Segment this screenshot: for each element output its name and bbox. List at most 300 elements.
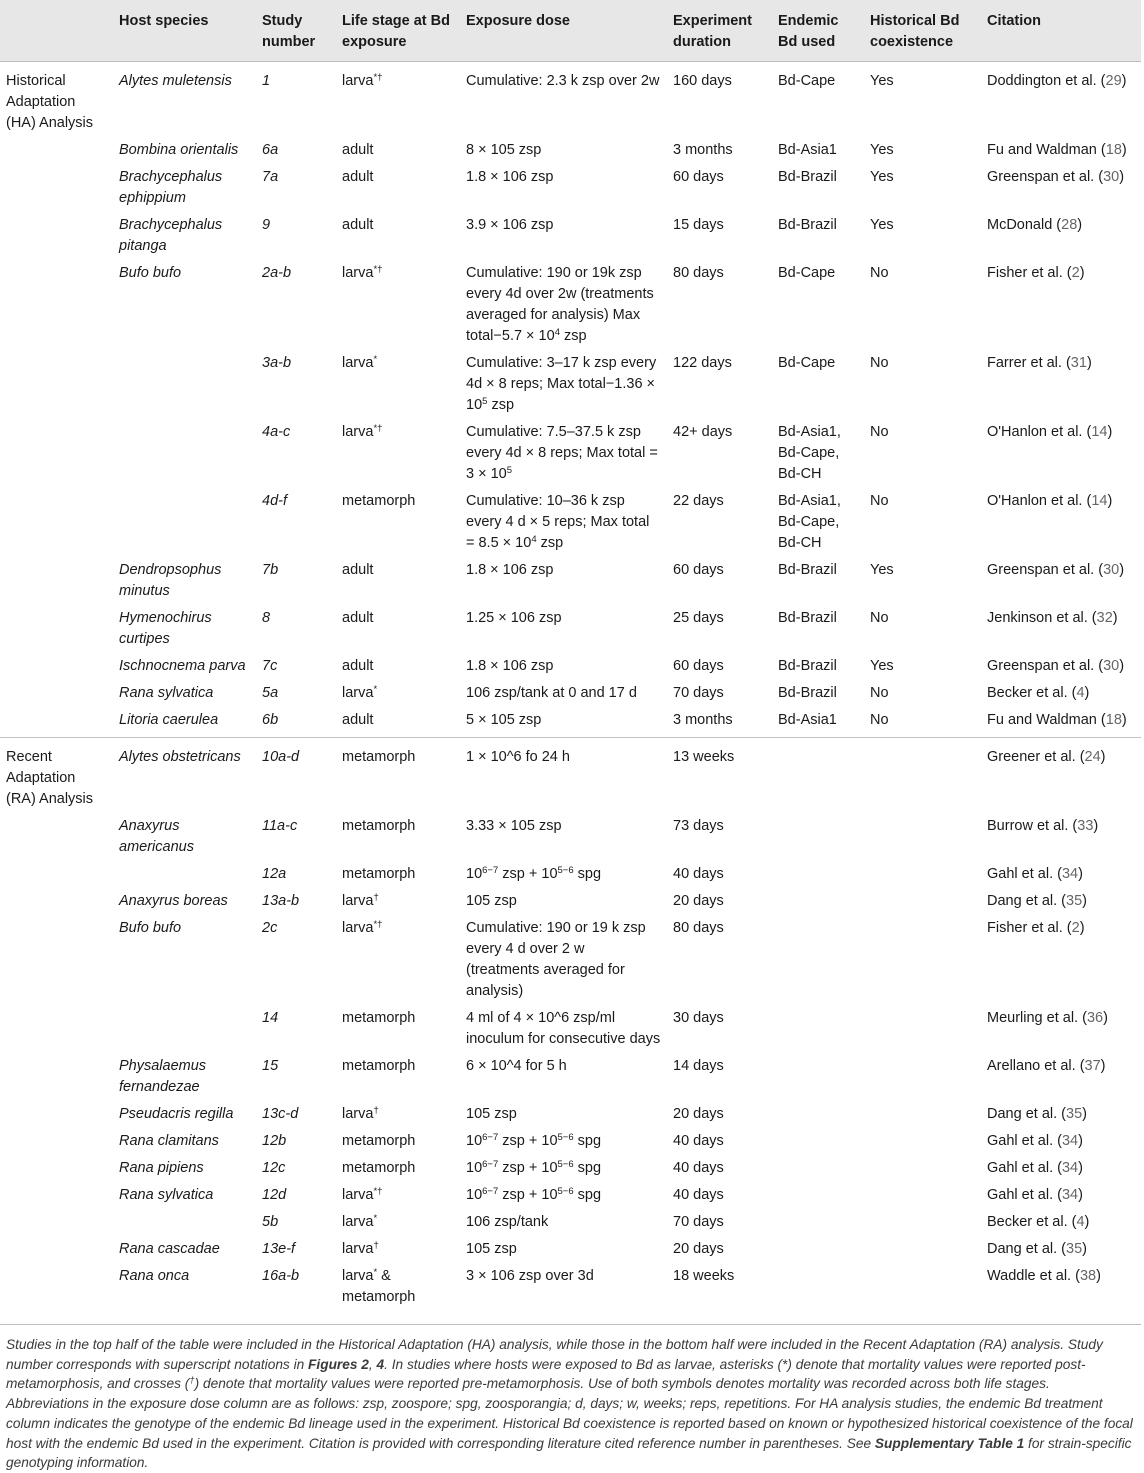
- species-cell: [113, 349, 256, 418]
- duration-cell: 20 days: [673, 1106, 724, 1122]
- citation-paren: (: [1071, 1268, 1080, 1284]
- dose-exponent: 6−7: [482, 1132, 499, 1143]
- citation-ref-link[interactable]: 35: [1066, 1241, 1083, 1257]
- coexistence-cell: Yes: [870, 217, 894, 233]
- species-cell: Bufo bufo: [119, 265, 182, 281]
- table-row: [0, 211, 1141, 259]
- table-row: [0, 163, 1141, 211]
- section-label-cell: [0, 1127, 113, 1154]
- exposure-dose-cell: 1.8 × 106 zsp: [466, 658, 554, 674]
- citation-authors: Gahl et al.: [987, 1187, 1054, 1203]
- citation-ref-link[interactable]: 29: [1105, 73, 1122, 89]
- citation-cell: [981, 887, 1141, 914]
- life-stage-cell: larva*†: [342, 919, 383, 936]
- citation-ref-link[interactable]: 2: [1071, 265, 1080, 281]
- endemic-bd-cell: Bd-Cape: [778, 265, 836, 281]
- duration-cell: 15 days: [673, 217, 724, 233]
- citation-ref-link[interactable]: 28: [1061, 217, 1078, 233]
- citation-cell: [981, 706, 1141, 738]
- duration-cell: 40 days: [673, 1133, 724, 1149]
- species-cell: Pseudacris regilla: [119, 1106, 234, 1122]
- citation-paren: ): [1078, 866, 1083, 882]
- citation-paren: ): [1100, 1058, 1106, 1074]
- exposure-dose-cell: 105 zsp: [466, 893, 517, 909]
- exposure-dose-cell: 105 zsp: [466, 1241, 517, 1257]
- citation-ref-link[interactable]: 35: [1066, 893, 1083, 909]
- coexistence-cell: [864, 1208, 981, 1235]
- duration-cell: 40 days: [673, 866, 724, 882]
- endemic-bd-cell: [772, 812, 864, 860]
- coexistence-cell: [864, 887, 981, 914]
- dose-exponent: 5−6: [557, 1159, 574, 1170]
- citation-authors: Fisher et al.: [987, 920, 1063, 936]
- study-number-cell: 8: [262, 610, 271, 626]
- citation-paren: (: [1062, 920, 1072, 936]
- coexistence-cell: [864, 860, 981, 887]
- citation-authors: Greenspan et al.: [987, 658, 1095, 674]
- study-number-cell: 3a-b: [262, 355, 292, 371]
- table-row: [0, 1004, 1141, 1052]
- column-header: Life stage at Bd exposure: [336, 0, 460, 62]
- citation-cell: [981, 1262, 1141, 1314]
- duration-cell: 40 days: [673, 1160, 724, 1176]
- citation-paren: (: [1082, 493, 1092, 509]
- species-cell: Ischnocnema parva: [119, 658, 246, 674]
- citation-authors: Doddington et al.: [987, 73, 1097, 89]
- citation-paren: ): [1084, 1214, 1090, 1230]
- section-label-cell: [0, 487, 113, 556]
- section-label-cell: [0, 1154, 113, 1181]
- species-cell: Rana pipiens: [119, 1160, 204, 1176]
- species-cell: Litoria caerulea: [119, 712, 219, 728]
- dose-text: Cumulative: 3–17 k zsp every 4d × 8 reps; Max total−1.36 × 10: [466, 355, 657, 413]
- citation-ref-link[interactable]: 37: [1084, 1058, 1101, 1074]
- citation-paren: (: [1094, 562, 1104, 578]
- coexistence-cell: Yes: [870, 142, 894, 158]
- citation-paren: ): [1084, 685, 1090, 701]
- exposure-dose-cell: 3.33 × 105 zsp: [466, 818, 562, 834]
- citation-ref-link[interactable]: 36: [1086, 1010, 1104, 1026]
- exposure-dose-cell: [460, 1181, 667, 1208]
- dose-text: 10: [466, 1160, 483, 1176]
- section-label-cell: [0, 1208, 113, 1235]
- section-label-cell: [0, 1262, 113, 1314]
- citation-paren: ): [1078, 1160, 1083, 1176]
- citation-authors: Greenspan et al.: [987, 169, 1095, 185]
- citation-ref-link[interactable]: 34: [1061, 1133, 1079, 1149]
- citation-paren: ): [1112, 610, 1118, 626]
- coexistence-cell: [864, 1004, 981, 1052]
- species-cell: Rana onca: [119, 1268, 190, 1284]
- duration-cell: 20 days: [673, 1241, 724, 1257]
- footnote-text: Studies in the top half of the table were included in the Historical Adaptation (HA) analysis, while those in the bottom half were included in the Recent Adaptation (RA) analysis. Study number corresponds with superscript notations in: [6, 1337, 1103, 1372]
- life-stage-mark: †: [373, 1240, 379, 1251]
- endemic-bd-cell: Bd-Cape: [778, 355, 836, 371]
- citation-paren: ): [1121, 712, 1127, 728]
- citation-authors: Fisher et al.: [987, 265, 1063, 281]
- table-row: [0, 706, 1141, 738]
- study-number-cell: 2c: [262, 920, 278, 936]
- dose-text: 10: [466, 866, 483, 882]
- coexistence-cell: [864, 1262, 981, 1314]
- endemic-bd-cell: Bd-Brazil: [778, 217, 837, 233]
- section-label-cell: [0, 812, 113, 860]
- citation-cell: [981, 349, 1141, 418]
- coexistence-cell: No: [870, 424, 889, 440]
- footnote-text: for strain-specific genotyping information.: [6, 1435, 1132, 1471]
- citation-cell: [981, 1181, 1141, 1208]
- coexistence-cell: [864, 812, 981, 860]
- life-stage-cell: adult: [342, 562, 374, 578]
- section-label-cell: [0, 887, 113, 914]
- life-stage-cell: larva*: [342, 684, 378, 701]
- life-stage-cell: larva†: [342, 1240, 379, 1257]
- species-cell: Anaxyrus boreas: [119, 893, 228, 909]
- species-cell: Physalaemus fernandezae: [119, 1058, 207, 1095]
- duration-cell: 70 days: [673, 1214, 724, 1230]
- citation-ref-link[interactable]: 2: [1071, 920, 1080, 936]
- dose-text: spg: [573, 1160, 602, 1176]
- citation-paren: ): [1107, 493, 1113, 509]
- endemic-bd-cell: Bd-Asia1: [778, 142, 837, 158]
- dose-exponent: 5−6: [557, 1132, 574, 1143]
- endemic-bd-cell: [772, 1100, 864, 1127]
- citation-cell: [981, 604, 1141, 652]
- endemic-bd-cell: Bd-Brazil: [778, 169, 837, 185]
- dose-text: 10: [466, 1133, 483, 1149]
- study-number-cell: 13e-f: [262, 1241, 296, 1257]
- life-stage-cell: metamorph: [342, 1133, 416, 1149]
- table-row: [0, 652, 1141, 679]
- coexistence-cell: Yes: [864, 62, 981, 137]
- table-row: [0, 556, 1141, 604]
- citation-authors: Arellano et al.: [987, 1058, 1076, 1074]
- citation-cell: [981, 136, 1141, 163]
- table-row: [0, 738, 1141, 813]
- citation-ref-link[interactable]: 34: [1061, 1160, 1079, 1176]
- citation-ref-link[interactable]: 33: [1077, 818, 1094, 834]
- section-label-cell: [0, 652, 113, 679]
- coexistence-cell: No: [870, 493, 889, 509]
- study-number-cell: 10a-d: [256, 738, 336, 813]
- citation-ref-link[interactable]: 14: [1091, 493, 1108, 509]
- table-row: [0, 1127, 1141, 1154]
- citation-paren: (: [1078, 1010, 1087, 1026]
- life-stage-mark: †: [373, 1105, 379, 1116]
- footnote-separator: ,: [368, 1356, 377, 1372]
- citation-paren: (: [1061, 355, 1071, 371]
- life-stage-cell: metamorph: [342, 1160, 416, 1176]
- duration-cell: 80 days: [673, 920, 724, 936]
- citation-cell: [981, 1004, 1141, 1052]
- life-stage-cell: larva*†: [342, 423, 383, 440]
- citation-ref-link[interactable]: 35: [1066, 1106, 1083, 1122]
- citation-cell: [981, 1052, 1141, 1100]
- study-number-cell: 16a-b: [262, 1268, 300, 1284]
- table-row: [0, 1100, 1141, 1127]
- table-row: [0, 914, 1141, 1004]
- citation-paren: (: [1053, 866, 1062, 882]
- citation-ref-link[interactable]: 18: [1105, 712, 1122, 728]
- citation-ref-link[interactable]: 31: [1070, 355, 1087, 371]
- exposure-dose-cell: 5 × 105 zsp: [466, 712, 542, 728]
- citation-paren: ): [1078, 1133, 1083, 1149]
- coexistence-cell: No: [870, 265, 889, 281]
- citation-paren: (: [1057, 893, 1066, 909]
- citation-paren: (: [1094, 169, 1104, 185]
- study-number-cell: 11a-c: [262, 818, 298, 834]
- citation-cell: [981, 738, 1141, 813]
- duration-cell: 60 days: [673, 658, 724, 674]
- study-number-cell: 2a-b: [262, 265, 292, 281]
- study-number-cell: 15: [262, 1058, 279, 1074]
- citation-cell: [981, 211, 1141, 259]
- table-row: [0, 1052, 1141, 1100]
- life-stage-cell: metamorph: [342, 818, 416, 834]
- exposure-dose-cell: [460, 860, 667, 887]
- life-stage-mark: *†: [373, 919, 383, 930]
- duration-cell: 60 days: [673, 169, 724, 185]
- table-row: [0, 259, 1141, 349]
- citation-paren: (: [1067, 685, 1077, 701]
- life-stage-cell: adult: [342, 217, 374, 233]
- exposure-dose-cell: 1.8 × 106 zsp: [466, 562, 554, 578]
- citation-authors: Waddle et al.: [987, 1268, 1072, 1284]
- section-label-cell: [0, 556, 113, 604]
- exposure-dose-cell: 8 × 105 zsp: [466, 142, 542, 158]
- citation-authors: O'Hanlon et al.: [987, 424, 1083, 440]
- life-stage-cell: larva†: [342, 892, 379, 909]
- supplementary-table-link[interactable]: Supplementary Table 1: [874, 1435, 1025, 1451]
- life-stage-cell: larva* & metamorph: [342, 1267, 416, 1305]
- species-cell: Rana sylvatica: [119, 1187, 214, 1203]
- citation-paren: ): [1082, 893, 1087, 909]
- endemic-bd-cell: Bd-Brazil: [778, 610, 837, 626]
- dose-text: zsp: [536, 535, 564, 551]
- duration-cell: 40 days: [673, 1187, 724, 1203]
- citation-cell: [981, 1154, 1141, 1181]
- citation-paren: (: [1075, 1058, 1085, 1074]
- section-label-cell: [0, 349, 113, 418]
- endemic-bd-cell: [772, 1052, 864, 1100]
- exposure-dose-cell: [460, 1154, 667, 1181]
- endemic-bd-cell: Bd-Brazil: [778, 562, 837, 578]
- exposure-dose-cell: 6 × 10^4 for 5 h: [466, 1058, 567, 1074]
- citation-ref-link[interactable]: 34: [1061, 1187, 1079, 1203]
- dose-exponent: 6−7: [482, 865, 499, 876]
- citation-ref-link[interactable]: 4: [1076, 1214, 1085, 1230]
- life-stage-cell: larva*: [342, 354, 378, 371]
- citation-paren: ): [1079, 265, 1085, 281]
- citation-ref-link[interactable]: 30: [1103, 169, 1120, 185]
- exposure-dose-cell: 105 zsp: [466, 1106, 517, 1122]
- life-stage-cell: adult: [342, 142, 374, 158]
- citation-authors: Fu and Waldman: [987, 142, 1097, 158]
- study-number-cell: 12b: [262, 1133, 287, 1149]
- study-number-cell: 6b: [262, 712, 279, 728]
- dose-text: zsp: [559, 328, 587, 344]
- section-label-cell: [0, 259, 113, 349]
- endemic-bd-cell: [772, 1262, 864, 1314]
- life-stage-cell: metamorph: [342, 1058, 416, 1074]
- table-row: [0, 418, 1141, 487]
- life-stage-cell: adult: [342, 610, 374, 626]
- citation-paren: ): [1077, 217, 1083, 233]
- citation-ref-link[interactable]: 24: [1084, 749, 1101, 765]
- exposure-dose-cell: 1.25 × 106 zsp: [466, 610, 562, 626]
- column-header: Historical Bd coexistence: [864, 0, 981, 62]
- life-stage-cell: larva*†: [342, 264, 383, 281]
- coexistence-cell: No: [870, 712, 889, 728]
- section-label-cell: [0, 163, 113, 211]
- citation-paren: ): [1121, 73, 1127, 89]
- citation-authors: Meurling et al.: [987, 1010, 1079, 1026]
- species-cell: Alytes muletensis: [113, 62, 256, 137]
- duration-cell: 42+ days: [673, 424, 733, 440]
- duration-cell: 13 weeks: [667, 738, 772, 813]
- life-stage-mark: *: [373, 1213, 378, 1224]
- citation-ref-link[interactable]: 30: [1103, 562, 1120, 578]
- citation-ref-link[interactable]: 32: [1096, 610, 1113, 626]
- citation-cell: [981, 652, 1141, 679]
- endemic-bd-cell: Bd-Brazil: [778, 685, 837, 701]
- citation-cell: [981, 812, 1141, 860]
- citation-paren: ): [1082, 1106, 1087, 1122]
- life-stage-cell: metamorph: [342, 493, 416, 509]
- species-cell: [113, 1208, 256, 1235]
- citation-authors: Greener et al.: [987, 749, 1076, 765]
- dose-exponent: 5−6: [557, 865, 574, 876]
- species-cell: [113, 1004, 256, 1052]
- table-row: [0, 1181, 1141, 1208]
- citation-ref-link[interactable]: 18: [1105, 142, 1122, 158]
- coexistence-cell: Yes: [870, 169, 894, 185]
- duration-cell: 25 days: [673, 610, 724, 626]
- coexistence-cell: [864, 914, 981, 1004]
- figure-4-ref-link[interactable]: 4: [376, 1356, 385, 1372]
- study-number-cell: 13c-d: [262, 1106, 299, 1122]
- species-cell: Hymenochirus curtipes: [119, 610, 212, 647]
- coexistence-cell: [864, 1154, 981, 1181]
- duration-cell: 60 days: [673, 562, 724, 578]
- citation-ref-link[interactable]: 4: [1076, 685, 1085, 701]
- species-cell: [113, 860, 256, 887]
- section-label-cell: [0, 418, 113, 487]
- citation-paren: (: [1067, 1214, 1077, 1230]
- duration-cell: 73 days: [673, 818, 724, 834]
- exposure-dose-cell: [460, 418, 667, 487]
- exposure-dose-cell: 106 zsp/tank at 0 and 17 d: [466, 685, 637, 701]
- coexistence-cell: No: [870, 610, 889, 626]
- citation-paren: (: [1096, 73, 1106, 89]
- citation-paren: ): [1103, 1010, 1108, 1026]
- section-label-cell: [0, 1235, 113, 1262]
- citation-paren: (: [1053, 1160, 1062, 1176]
- dose-exponent: 4: [531, 534, 537, 545]
- citation-ref-link[interactable]: 14: [1091, 424, 1108, 440]
- citation-paren: (: [1053, 1187, 1062, 1203]
- life-stage-cell: adult: [342, 169, 374, 185]
- citation-cell: [981, 860, 1141, 887]
- endemic-bd-cell: [772, 1208, 864, 1235]
- life-stage-mark: *: [373, 684, 378, 695]
- endemic-bd-cell: Bd-Asia1, Bd-Cape, Bd-CH: [778, 493, 841, 551]
- citation-cell: [981, 679, 1141, 706]
- life-stage-cell: metamorph: [342, 1010, 416, 1026]
- citation-paren: (: [1096, 142, 1106, 158]
- endemic-bd-cell: Bd-Cape: [772, 62, 864, 137]
- endemic-bd-cell: [772, 887, 864, 914]
- column-header: Study number: [256, 0, 336, 62]
- citation-authors: Jenkinson et al.: [987, 610, 1088, 626]
- citation-authors: Fu and Waldman: [987, 712, 1097, 728]
- citation-ref-link[interactable]: 34: [1061, 866, 1079, 882]
- citation-ref-link[interactable]: 30: [1103, 658, 1120, 674]
- citation-authors: Gahl et al.: [987, 1133, 1054, 1149]
- life-stage-mark: *: [373, 354, 378, 365]
- citation-authors: Gahl et al.: [987, 866, 1054, 882]
- dose-text: spg: [573, 1187, 602, 1203]
- citation-paren: (: [1057, 1106, 1066, 1122]
- endemic-bd-cell: [772, 1127, 864, 1154]
- duration-cell: 22 days: [673, 493, 724, 509]
- endemic-bd-cell: [772, 914, 864, 1004]
- exposure-dose-cell: Cumulative: 190 or 19 k zsp every 4 d over 2 w (treatments averaged for analysis): [466, 920, 646, 999]
- section-label-cell: [0, 679, 113, 706]
- life-stage-cell: larva*†: [336, 62, 460, 137]
- citation-cell: [981, 1100, 1141, 1127]
- coexistence-cell: [864, 1127, 981, 1154]
- coexistence-cell: [864, 1181, 981, 1208]
- citation-authors: O'Hanlon et al.: [987, 493, 1083, 509]
- species-cell: Alytes obstetricans: [113, 738, 256, 813]
- table-row: [0, 1235, 1141, 1262]
- figures-ref-link[interactable]: Figures 2: [308, 1356, 369, 1372]
- section-label: Historical Adaptation (HA) Analysis: [6, 73, 94, 131]
- table-row: [0, 349, 1141, 418]
- dose-text: zsp: [487, 397, 515, 413]
- table-row: [0, 1262, 1141, 1314]
- header-row: [0, 0, 1141, 62]
- section-label-cell: [0, 211, 113, 259]
- exposure-dose-cell: 1 × 10^6 fo 24 h: [460, 738, 667, 813]
- duration-cell: 3 months: [673, 712, 733, 728]
- life-stage-cell: larva*: [342, 1213, 378, 1230]
- citation-cell: [981, 62, 1141, 137]
- table-row: [0, 1208, 1141, 1235]
- citation-cell: [981, 418, 1141, 487]
- citation-ref-link[interactable]: 38: [1079, 1268, 1097, 1284]
- table-row: [0, 487, 1141, 556]
- table-row: [0, 860, 1141, 887]
- citation-paren: ): [1082, 1241, 1087, 1257]
- citation-paren: ): [1119, 658, 1125, 674]
- species-cell: Bombina orientalis: [119, 142, 239, 158]
- section-label-cell: [0, 914, 113, 1004]
- endemic-bd-cell: [772, 1235, 864, 1262]
- endemic-bd-cell: [772, 738, 864, 813]
- citation-paren: (: [1082, 424, 1092, 440]
- section-label-cell: [0, 62, 113, 137]
- exposure-dose-cell: Cumulative: 2.3 k zsp over 2w: [460, 62, 667, 137]
- dose-exponent: 6−7: [482, 1159, 499, 1170]
- endemic-bd-cell: [772, 1154, 864, 1181]
- dose-exponent: 5: [506, 465, 513, 476]
- exposure-dose-cell: 1.8 × 106 zsp: [466, 169, 554, 185]
- coexistence-cell: No: [870, 685, 889, 701]
- column-header: Endemic Bd used: [772, 0, 864, 62]
- dose-text: zsp + 10: [498, 1160, 558, 1176]
